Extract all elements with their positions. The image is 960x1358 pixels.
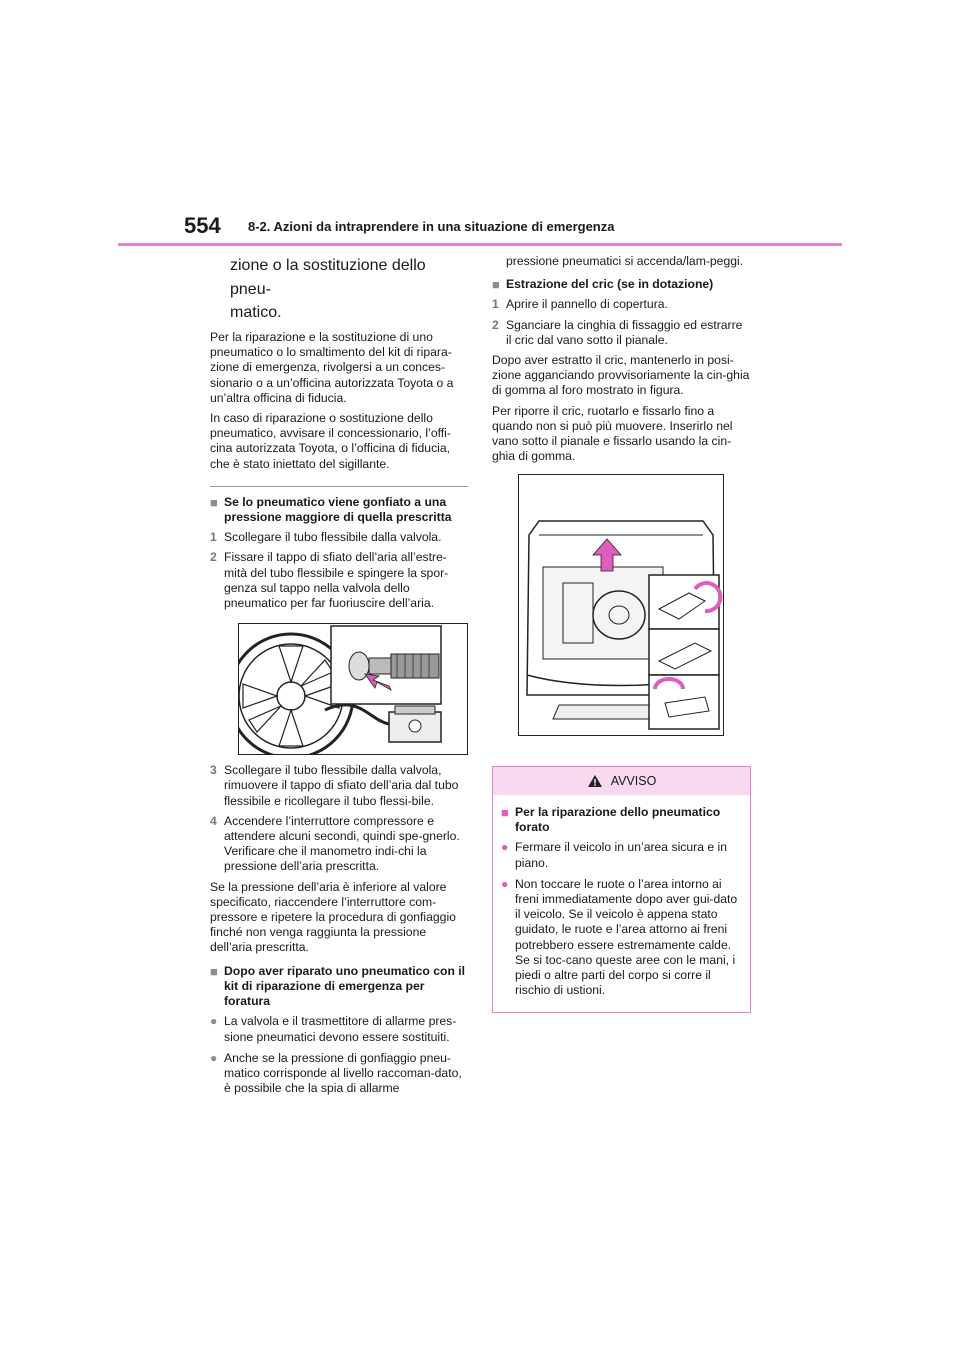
warning-subheading <box>501 805 742 835</box>
step-number: 3 <box>210 763 217 778</box>
step-number: 2 <box>210 550 217 565</box>
step-item <box>210 763 468 809</box>
step-number: 1 <box>492 297 499 312</box>
step-item <box>210 530 468 545</box>
step-number: 1 <box>210 530 217 545</box>
paragraph: Se la pressione dell’aria è inferiore al valore specificato, riaccendere l’interruttore com-pressore e ripetere la procedura di gonfiaggio finché non venga raggiunta la pressione dell’aria prescritta. <box>210 879 456 955</box>
paragraph: Dopo aver estratto il cric, mantenerlo in posi-zione agganciando provvisoriamente la cin-ghia di gomma al foro mostrato in figura. <box>492 353 750 398</box>
subheading-text: Estrazione del cric (se in dotazione) <box>506 277 714 292</box>
circle-bullet-icon: ● <box>501 840 509 855</box>
circle-bullet-icon: ● <box>210 1014 218 1029</box>
lead-line-1: zione o la sostituzione dello pneu- <box>230 257 426 298</box>
step-item <box>492 297 750 312</box>
right-column <box>492 254 750 746</box>
section-divider <box>210 486 468 487</box>
circle-bullet-icon: ● <box>210 1050 218 1065</box>
subheading-text: Dopo aver riparato uno pneumatico con il kit di riparazione di emergenza per foratura <box>224 963 466 1009</box>
left-column <box>210 254 468 1102</box>
bullet-item <box>210 1014 468 1044</box>
bullet-text: Anche se la pressione di gonfiaggio pneu-matico corrisponde al livello raccoman-dato, è possibile che la spia di allarme <box>224 1050 462 1096</box>
paragraph: Per la riparazione e la sostituzione di uno pneumatico o lo smaltimento del kit di ripara-zione di emergenza, rivolgersi a un conces-sionario o a un’officina autorizzata Toyota o a un’altra officina di fiducia. <box>210 330 454 405</box>
warning-bullet-text: Non toccare le ruote o l’area intorno ai freni immediatamente dopo aver gui-dato il veicolo. Se il veicolo è appena stato guidato, le ruote e l’area attorno ai freni potrebbero essere estremamente calde. Se si toc-cano queste aree con le mani, i piedi o altre parti del corpo si corre il rischio di ustioni. <box>515 876 738 998</box>
lead-line-2: matico. <box>230 304 282 321</box>
paragraph-continuation: pressione pneumatici si accenda/lam-peggi. <box>506 254 744 268</box>
step-text: Scollegare il tubo flessibile dalla valvola, rimuovere il tappo di sfiato dell’aria dal tubo flessibile e ricollegare il tubo flessi-bile. <box>224 763 459 808</box>
warning-bullet <box>501 877 742 999</box>
section-title: 8-2. Azioni da intraprendere in una situazione di emergenza <box>248 219 615 234</box>
valve-illustration-svg <box>239 624 467 754</box>
warning-bullet-text: Fermare il veicolo in un’area sicura e in piano. <box>515 840 728 870</box>
step-number: 4 <box>210 813 217 828</box>
step-number: 2 <box>492 317 499 332</box>
header-rule <box>118 243 842 246</box>
page-number: 554 <box>184 213 221 238</box>
bullet-item <box>210 1051 468 1097</box>
warning-subheading-text: Per la riparazione dello pneumatico forato <box>515 805 721 835</box>
step-item <box>210 814 468 875</box>
paragraph: Per riporre il cric, ruotarlo e fissarlo fino a quando non si può più muovere. Inserirlo nel vano sotto il pianale e fissarlo usando la cin-ghia di gomma. <box>492 403 733 464</box>
valve-illustration <box>238 623 468 755</box>
square-bullet-icon: ■ <box>210 963 218 979</box>
warning-title: AVVISO <box>610 774 657 788</box>
trunk-jack-illustration-svg <box>519 475 723 735</box>
step-text: Accendere l’interruttore compressore e attendere alcuni secondi, quindi spe-gnerlo. Verificare che il manometro indi-chi la pressione dell’aria prescritta. <box>224 813 460 874</box>
subheading <box>210 964 468 1010</box>
warning-triangle-icon <box>587 774 603 788</box>
step-text: Sganciare la cinghia di fissaggio ed estrarre il cric dal vano sotto il pianale. <box>506 317 743 347</box>
square-bullet-icon: ■ <box>492 277 500 293</box>
warning-body <box>493 795 750 1012</box>
circle-bullet-icon: ● <box>501 876 509 891</box>
square-bullet-icon: ■ <box>210 494 218 510</box>
paragraph: In caso di riparazione o sostituzione dello pneumatico, avvisare il concessionario, l’offi-cina autorizzata Toyota, o l’officina di fiducia, che è stato iniettato del sigillante. <box>210 411 451 471</box>
subheading-text: Se lo pneumatico viene gonfiato a una pressione maggiore di quella prescritta <box>224 494 452 525</box>
warning-header <box>493 767 750 795</box>
bullet-text: La valvola e il trasmettitore di allarme pres-sione pneumatici devono essere sostituiti. <box>224 1014 457 1044</box>
warning-bullet <box>501 840 742 870</box>
square-bullet-icon: ■ <box>501 805 509 820</box>
subheading <box>210 495 468 525</box>
step-item <box>492 318 750 348</box>
step-text: Scollegare il tubo flessibile dalla valvola. <box>224 530 442 545</box>
step-text: Aprire il pannello di copertura. <box>506 297 668 312</box>
warning-box <box>492 766 751 1013</box>
trunk-jack-illustration <box>518 474 724 736</box>
step-text: Fissare il tappo di sfiato dell’aria all’estre-mità del tubo flessibile e spingere la spor-genza sul tappo nella valvola dello pneumatico per far fuoriuscire dell’aria. <box>224 550 449 611</box>
step-item <box>210 550 468 611</box>
subheading <box>492 277 750 292</box>
